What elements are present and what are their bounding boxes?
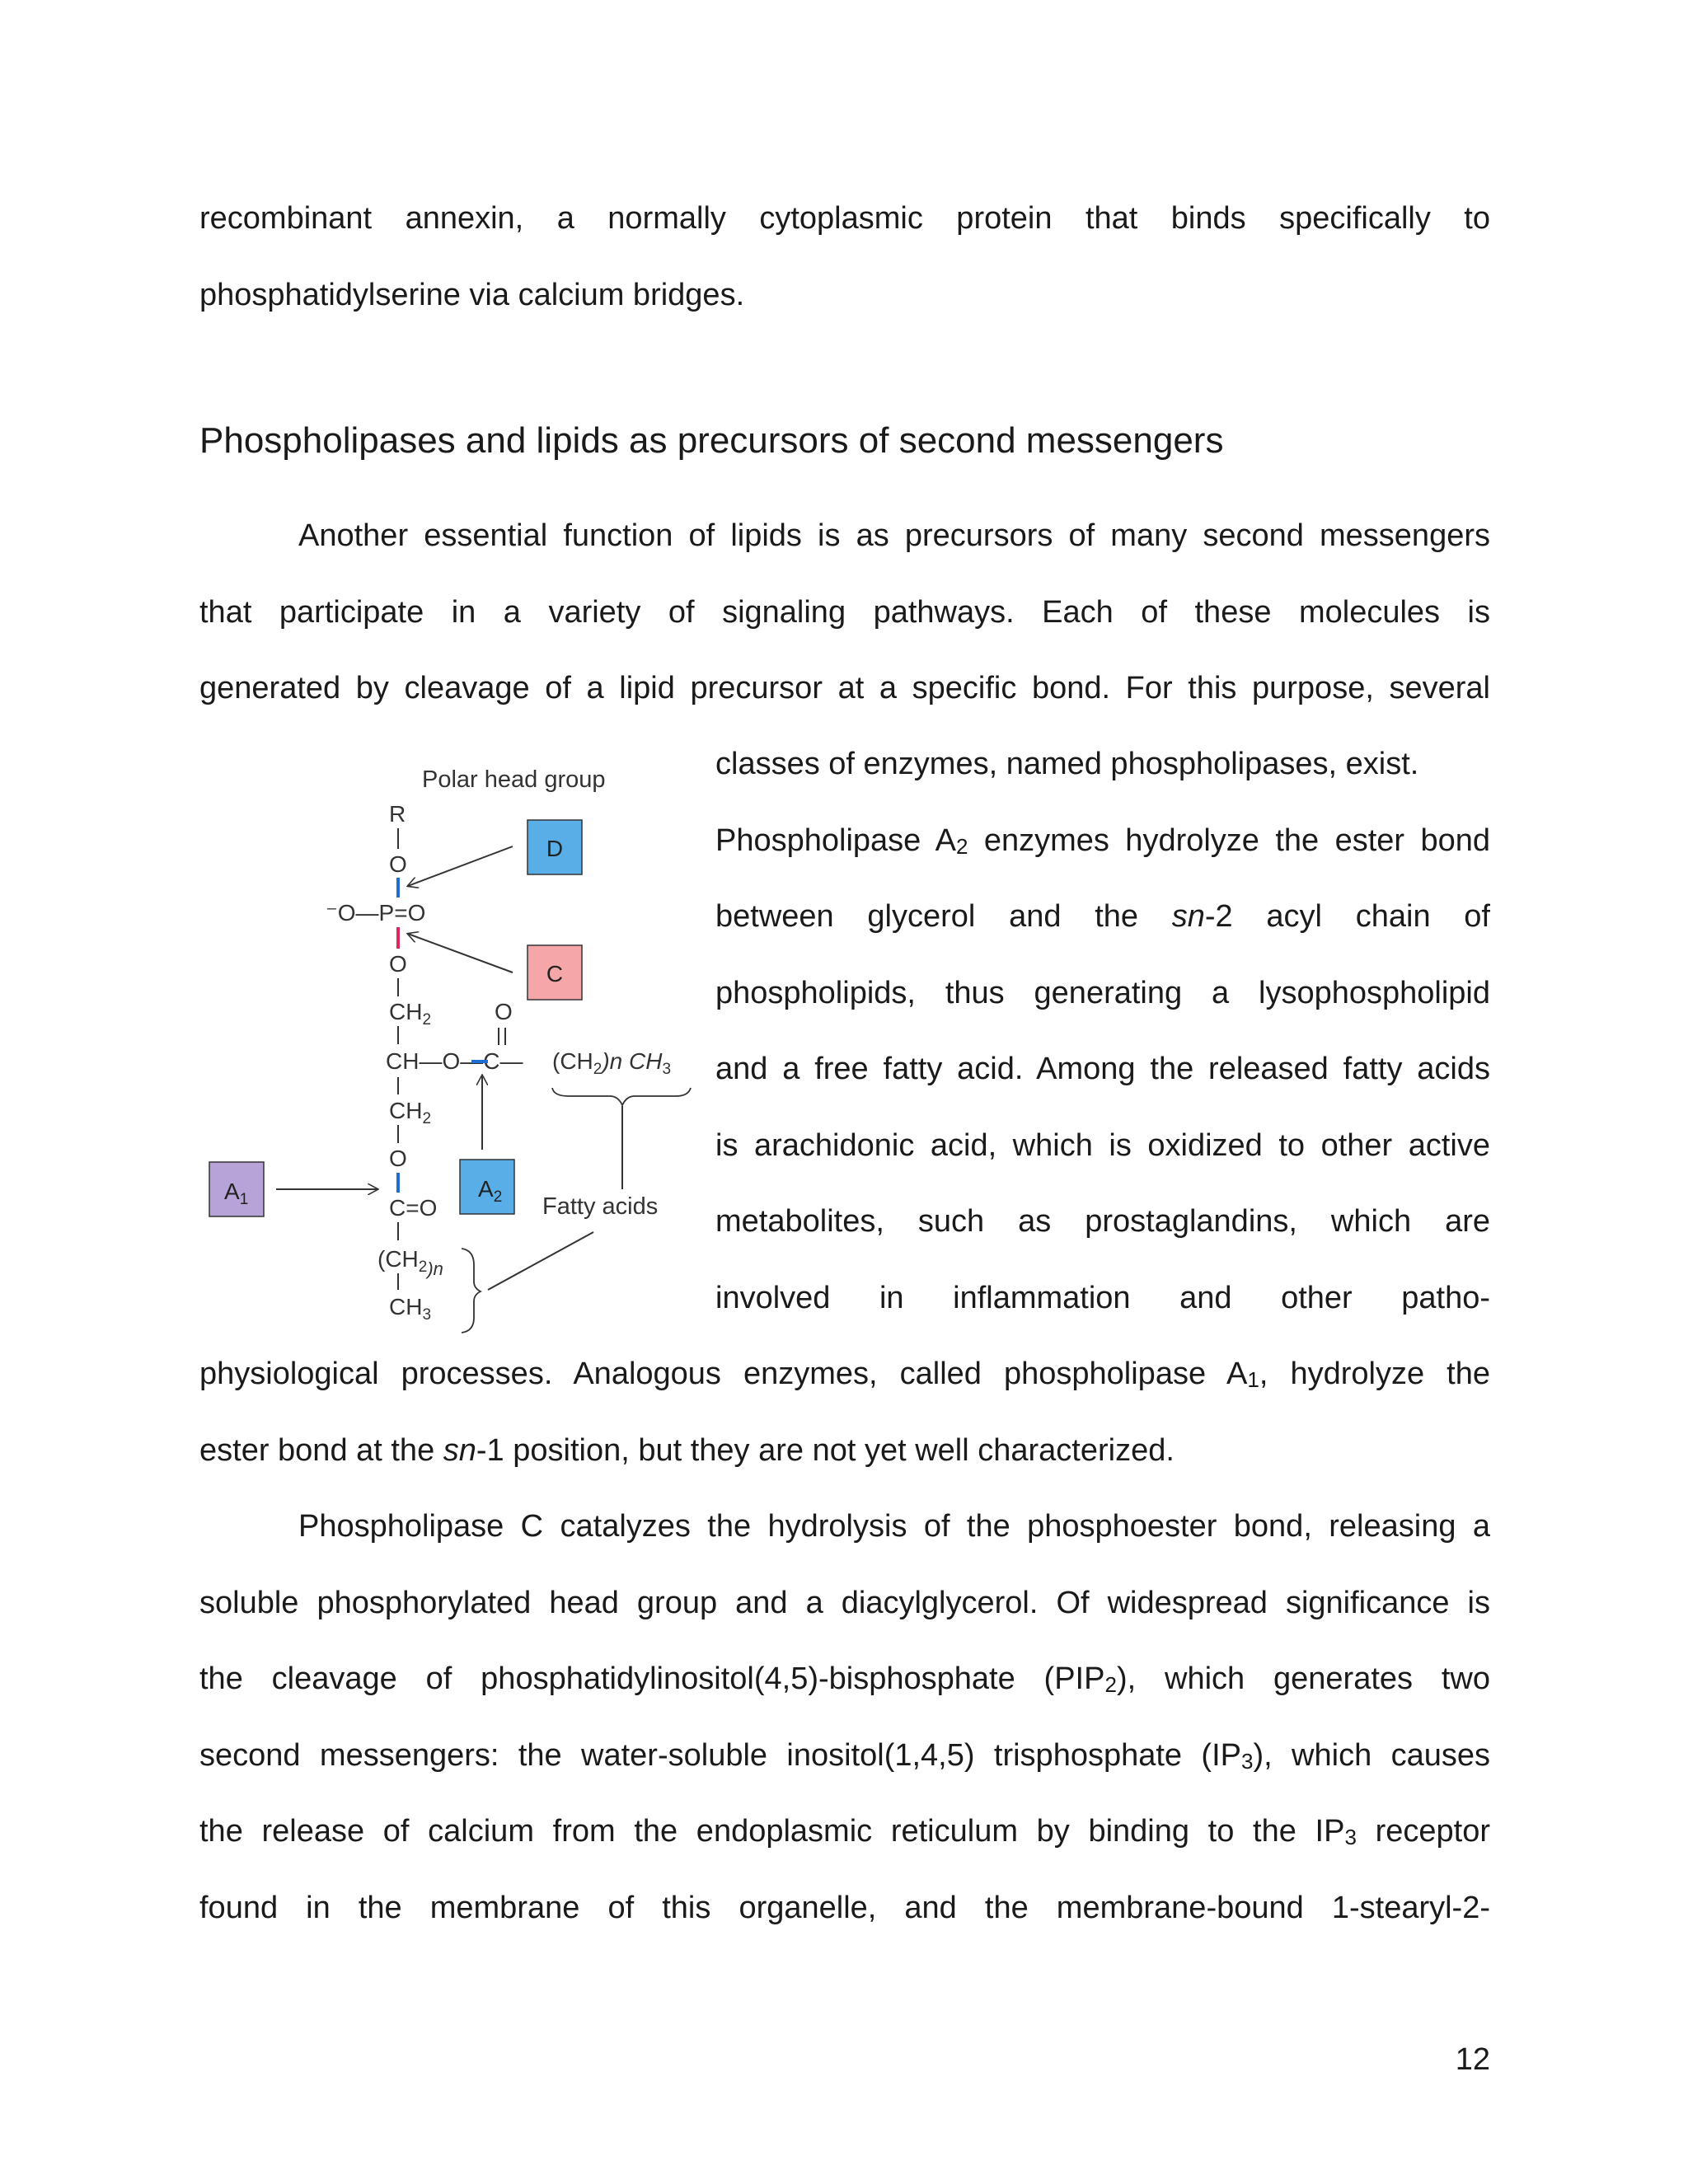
wrapped-line-2 [715, 803, 1490, 879]
paragraph-1-line-1: recombinant annexin, a normally cytoplasmic protein that binds specifically to [199, 201, 1490, 236]
wrapped-line-5: and a free fatty acid. Among the released fatty acids [715, 1052, 1490, 1086]
paragraph-2-line-4-sub: 1 [1247, 1367, 1259, 1392]
paragraph-2-line-4-a: physiological processes. Analogous enzymes, called phospholipase A [199, 1357, 1248, 1391]
paragraph-2-line-5-a: ester bond at the [199, 1432, 443, 1468]
atom-o-lower: O [389, 1146, 407, 1171]
paragraph-3-line-4-a: second messengers: the water-soluble inositol(1,4,5) trisphosphate (IP [199, 1737, 1241, 1773]
paragraph-3-line-3-a: the cleavage of phosphatidylinositol(4,5)-bisphosphate (PIP [199, 1661, 1105, 1696]
wrapped-line-7: metabolites, such as prostaglandins, which are [715, 1204, 1490, 1239]
paragraph-1-line-2: phosphatidylserine via calcium bridges. [199, 277, 745, 312]
polar-head-label: Polar head group [422, 766, 606, 793]
phospholipase-cleavage-figure [198, 754, 692, 1347]
paragraph-2-line-5-b: -1 position, but they are not yet well characterized. [476, 1432, 1175, 1468]
wrapped-line-2-a: Phospholipase A [715, 823, 956, 858]
brace-lower-chain [462, 1249, 481, 1333]
paragraph-3 [199, 1488, 1490, 1946]
paragraph-3-line-3 [199, 1641, 1490, 1718]
wrapped-line-2-sub: 2 [955, 833, 968, 859]
paragraph-3-line-4-b: ), which causes [1253, 1737, 1490, 1773]
wrapped-line-3-a: between glycerol and the [715, 899, 1172, 934]
paragraph-3-line-1: Phospholipase C catalyzes the hydrolysis of the phosphoester bond, releasing a [298, 1509, 1490, 1544]
wrapped-line-8: involved in inflammation and other patho- [715, 1280, 1490, 1315]
wrapped-line-6: is arachidonic acid, which is oxidized to other active [715, 1127, 1490, 1163]
atom-o-middle: O [389, 951, 407, 977]
arrow-c [408, 934, 513, 972]
paragraph-2-line-5-em: sn [443, 1432, 476, 1468]
ch2-upper: $CH_2$ [389, 999, 432, 1029]
paragraph-3-line-4-sub: 3 [1241, 1748, 1254, 1774]
paragraph-3-line-3-sub: 2 [1104, 1672, 1117, 1697]
ch-o-c-row: CH—O—C— [386, 1048, 523, 1074]
phospholipid-diagram [198, 754, 692, 1347]
paragraph-2-wrapped [715, 726, 1490, 1336]
enzyme-d-label: D [546, 836, 564, 861]
arrow-d [408, 846, 513, 886]
paragraph-3-line-5-sub: 3 [1344, 1825, 1357, 1849]
wrapped-line-2-b: enzymes hydrolyze the ester bond [968, 823, 1490, 858]
wrapped-line-3-b: -2 acyl chain of [1204, 899, 1490, 934]
section-heading: Phospholipases and lipids as precursors of second messengers [199, 420, 1224, 461]
brace-right-chain [552, 1088, 691, 1105]
paragraph-1 [199, 180, 1490, 333]
wrapped-line-3 [715, 879, 1490, 955]
paragraph-2-line-2: that participate in a variety of signaling pathways. Each of these molecules is [199, 594, 1490, 630]
page-number: 12 [1455, 2042, 1490, 2077]
paragraph-2-line-4-b: , hydrolyze the [1259, 1357, 1490, 1391]
paragraph-2-continued [199, 1336, 1490, 1488]
wrapped-line-1: classes of enzymes, named phospholipases, exist. [715, 747, 1419, 781]
ch2-lower: $CH_2$ [389, 1098, 432, 1127]
carbonyl-o-upper: O [495, 999, 513, 1024]
enzyme-a1-label: $A_1$ [224, 1179, 249, 1208]
carbonyl-lower: C=O [389, 1195, 438, 1221]
line-fatty-acid-lower [488, 1232, 593, 1290]
fatty-acids-label: Fatty acids [542, 1193, 659, 1220]
paragraph-3-line-3-b: ), which generates two [1116, 1661, 1491, 1696]
paragraph-3-line-4 [199, 1718, 1490, 1794]
wrapped-line-3-em: sn [1171, 899, 1205, 934]
acyl-chain-right: $(CH_2)n$ $CH_3$ [552, 1048, 672, 1078]
atom-r: R [389, 801, 406, 827]
acyl-chain-lower: $(CH_2)n$ [377, 1246, 443, 1279]
paragraph-2-line-1: Another essential function of lipids is as precursors of many second messengers [298, 518, 1490, 553]
paragraph-3-line-6: found in the membrane of this organelle, and the membrane-bound 1-stearyl-2- [199, 1890, 1490, 1925]
paragraph-3-line-5-a: the release of calcium from the endoplasmic reticulum by binding to the IP [199, 1814, 1345, 1849]
paragraph-3-line-2: soluble phosphorylated head group and a diacylglycerol. Of widespread significance is [199, 1585, 1490, 1620]
enzyme-c-label: C [546, 961, 564, 987]
paragraph-3-line-5-b: receptor [1356, 1814, 1490, 1849]
wrapped-line-4: phospholipids, thus generating a lysophospholipid [715, 975, 1490, 1010]
ch3-lower: $CH_3$ [389, 1294, 432, 1324]
atom-o-top: O [389, 851, 407, 877]
paragraph-2 [199, 498, 1490, 727]
paragraph-2-line-3: generated by cleavage of a lipid precursor at a specific bond. For this purpose, several [199, 671, 1490, 705]
enzyme-a2-label: $A_2$ [478, 1176, 503, 1206]
phosphate-group: ⁻O—P=O [326, 900, 426, 926]
paragraph-2-line-5 [199, 1413, 1490, 1489]
paragraph-3-line-5 [199, 1793, 1490, 1870]
